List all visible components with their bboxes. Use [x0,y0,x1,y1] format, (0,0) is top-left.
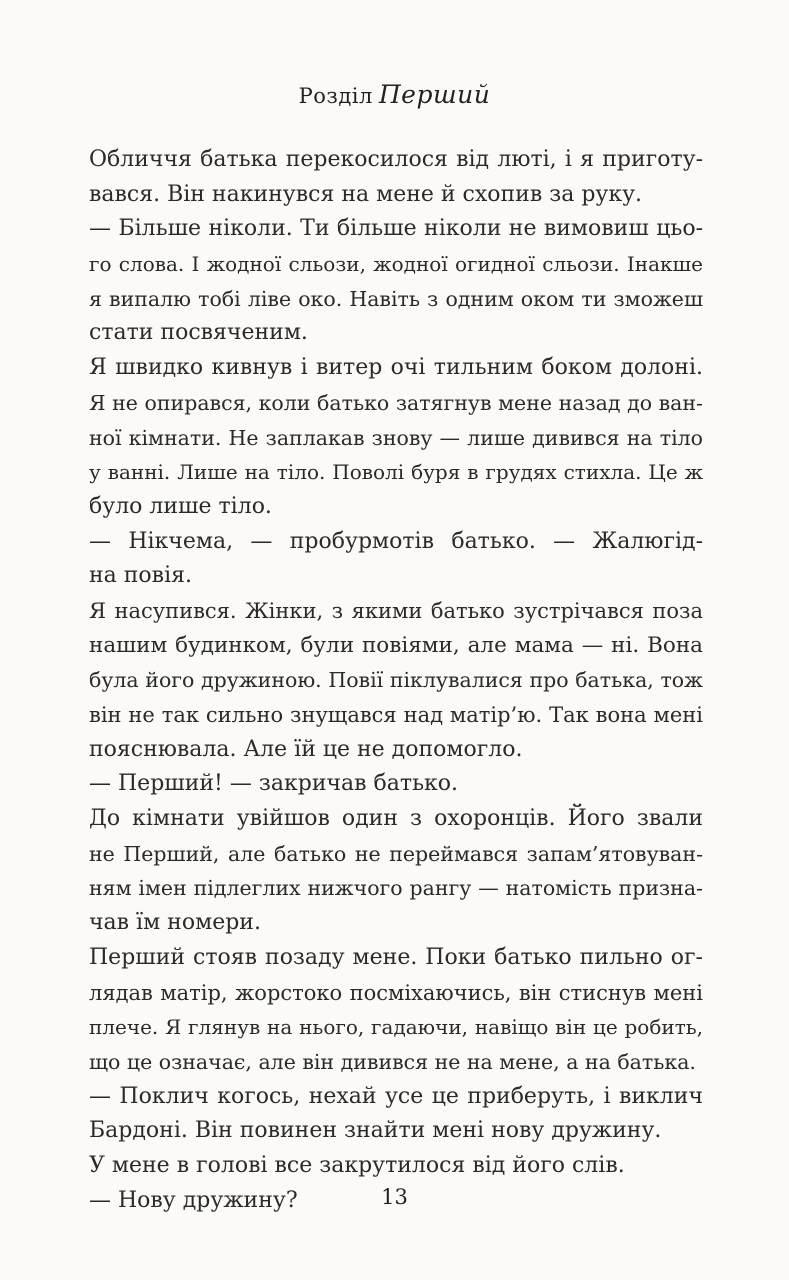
text-line: нашим будинком, були повіями, але мама — ні. Вона [89,632,703,658]
text-line: — Більше ніколи. Ти більше ніколи не вимовиш цьо- [89,216,703,242]
text-line: плече. Я глянув на нього, гадаючи, навіщо він це робить, [89,1015,703,1040]
chapter-word: Розділ [298,84,373,108]
text-line: У мене в голові все закрутилося від його слів. [89,1152,625,1178]
text-line: ної кімнати. Не заплакав знову — лише дивився на тіло [89,425,703,450]
body-text [89,143,703,1218]
text-line: я випалю тобі ліве око. Навіть з одним оком ти зможеш [89,286,703,311]
text-line: Обличчя батька перекосилося від люті, і я приготу- [89,147,703,172]
text-line: стати посвяченим. [89,320,308,346]
text-line: він не так сильно знущався над матір’ю. Так вона мені [89,703,703,727]
text-line: — Нову дружину? [89,1187,298,1213]
text-line: Перший стояв позаду мене. Поки батько пильно ог- [89,944,703,970]
text-line: Бардоні. Він повинен знайти мені нову дружину. [89,1118,662,1144]
text-line: не Перший, але батько не переймався запам’ятовуван- [89,841,703,866]
page-number: 13 [381,1185,408,1209]
text-line: — Нікчема, — пробурмотів батько. — Жалюгід- [89,528,703,554]
text-line: що це означає, але він дивився не на мене, а на батька. [89,1049,696,1074]
chapter-name: Перший [378,80,491,109]
text-line: була його дружиною. Повії піклувалися про батька, тож [89,668,703,693]
text-line: на повія. [89,563,192,589]
text-line: Я швидко кивнув і витер очі тильним боком долоні. [89,355,703,381]
text-line: ням імен підлеглих нижчого рангу — натомість призна- [89,876,703,901]
text-line: — Поклич когось, нехай усе це приберуть, і виклич [89,1083,703,1109]
text-line: у ванні. Лише на тіло. Поволі буря в грудях стихла. Це ж [89,460,703,485]
text-line: Я насупився. Жінки, з якими батько зустрічався поза [89,598,703,623]
text-line: Я не опирався, коли батько затягнув мене назад до ван- [89,390,703,415]
running-header [0,80,789,109]
text-line: го слова. І жодної сльози, жодної огидної сльози. Інакше [89,252,703,277]
text-line: пояснювала. Але їй це не допомогло. [89,736,523,762]
text-line: — Перший! — закричав батько. [89,771,459,797]
text-line: чав їм номери. [89,910,261,936]
text-line: вався. Він накинувся на мене й схопив за руку. [89,181,643,207]
text-line: До кімнати увійшов один з охоронців. Його звали [89,806,703,832]
text-line: лядав матір, жорстоко посміхаючись, він стиснув мені [89,980,703,1005]
text-line: було лише тіло. [89,493,272,519]
